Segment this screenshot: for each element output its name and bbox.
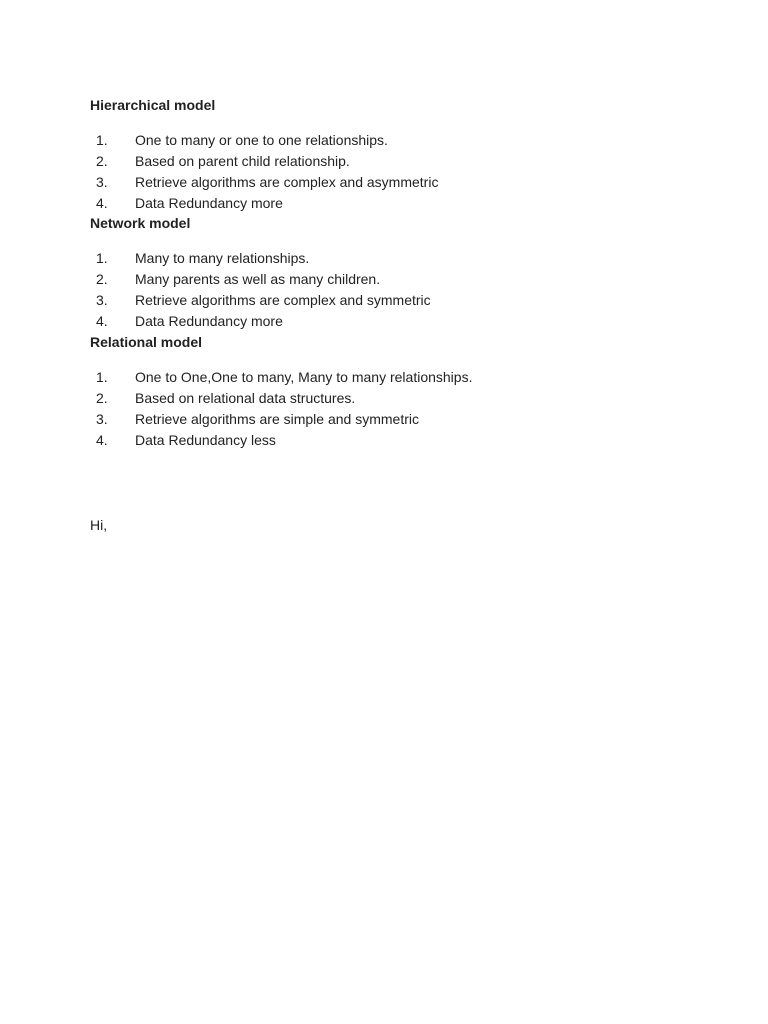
list-text: One to One,One to many, Many to many relationships. [135,369,473,385]
section-heading: Hierarchical model [90,97,216,113]
list-number: 3. [96,292,108,308]
list-number: 4. [96,432,108,448]
list-number: 1. [96,132,108,148]
list-number: 3. [96,411,108,427]
list-item [0,409,768,429]
section-heading: Network model [90,215,191,231]
list-item [0,311,768,331]
list-number: 1. [96,250,108,266]
list-number: 2. [96,271,108,287]
list-item [0,172,768,192]
list-item [0,151,768,171]
list-item [0,430,768,450]
list-number: 3. [96,174,108,190]
list-text: Many to many relationships. [135,250,310,266]
list-text: One to many or one to one relationships. [135,132,388,148]
list-text: Retrieve algorithms are complex and symmetric [135,292,431,308]
list-item [0,193,768,213]
list-text: Data Redundancy less [135,432,276,448]
list-item [0,269,768,289]
section-heading: Relational model [90,334,203,350]
list-number: 4. [96,195,108,211]
list-text: Retrieve algorithms are simple and symmetric [135,411,419,427]
list-item [0,388,768,408]
list-number: 4. [96,313,108,329]
list-text: Based on parent child relationship. [135,153,350,169]
list-item [0,367,768,387]
list-text: Based on relational data structures. [135,390,356,406]
list-number: 2. [96,390,108,406]
list-number: 1. [96,369,108,385]
closing-text: Hi, [90,517,108,533]
list-number: 2. [96,153,108,169]
list-item [0,248,768,268]
list-text: Data Redundancy more [135,313,283,329]
list-item [0,130,768,150]
list-text: Data Redundancy more [135,195,283,211]
list-text: Retrieve algorithms are complex and asymmetric [135,174,439,190]
list-text: Many parents as well as many children. [135,271,381,287]
list-item [0,290,768,310]
